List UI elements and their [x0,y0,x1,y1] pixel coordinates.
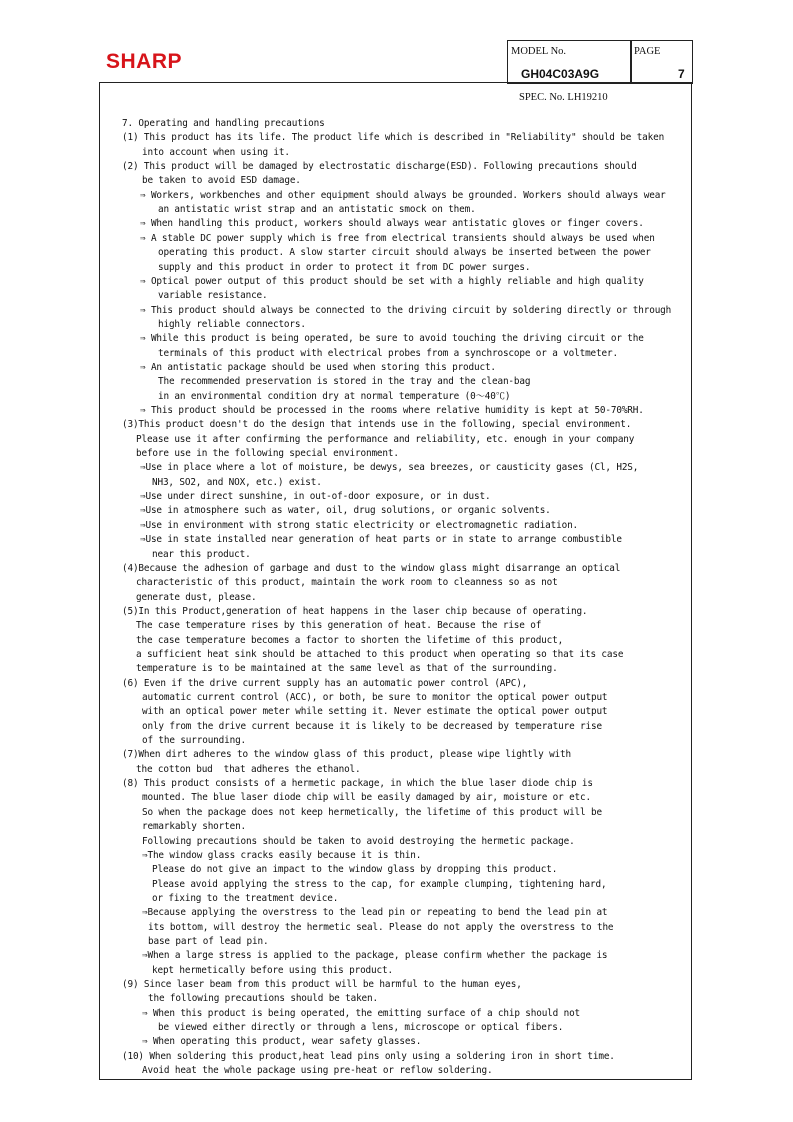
text-line: kept hermetically before using this product. [152,964,393,976]
page-label: PAGE [634,46,661,57]
text-line: (10) When soldering this product,heat lead pins only using a soldering iron in short time. [122,1050,615,1062]
model-label: MODEL No. [511,46,567,57]
text-line: ⇒Use in place where a lot of moisture, be dewys, sea breezes, or causticity gases (Cl, H2S, [140,462,639,474]
text-line: ⇒ When operating this product, wear safety glasses. [142,1036,422,1048]
text-line: be viewed either directly or through a lens, microscope or optical fibers. [158,1022,564,1034]
text-line: Please do not give an impact to the window glass by dropping this product. [152,864,558,876]
text-line: operating this product. A slow starter circuit should always be inserted between the power [158,247,651,259]
text-line: be taken to avoid ESD damage. [142,175,301,187]
text-line: The case temperature rises by this generation of heat. Because the rise of [136,620,542,632]
text-line: ⇒ When handling this product, workers should always wear antistatic gloves or finger covers. [140,218,644,230]
text-line: in an environmental condition dry at normal temperature (0～40℃) [158,390,511,402]
text-line: ⇒ A stable DC power supply which is free from electrical transients should always be used when [140,232,655,244]
text-line: ⇒ When this product is being operated, the emitting surface of a chip should not [142,1007,581,1019]
text-line: (7)When dirt adheres to the window glass of this product, please wipe lightly with [122,749,571,761]
text-line: (1) This product has its life. The product life which is described in "Reliability" should be taken [122,132,665,144]
text-line: ⇒Use in state installed near generation of heat parts or in state to arrange combustible [140,534,622,546]
text-line: ⇒Use in environment with strong static electricity or electromagnetic radiation. [140,519,579,531]
text-line: mounted. The blue laser diode chip will be easily damaged by air, moisture or etc. [142,792,591,804]
text-line: ⇒ An antistatic package should be used when storing this product. [140,361,496,373]
text-line: ⇒ This product should always be connected to the driving circuit by soldering directly or through [140,304,672,316]
text-line: (9) Since laser beam from this product will be harmful to the human eyes, [122,979,522,990]
text-line: (8) This product consists of a hermetic package, in which the blue laser diode chip is [122,778,593,790]
text-line: characteristic of this product, maintain the work room to cleanness so as not [136,577,558,589]
text-line: terminals of this product with electrical probes from a synchroscope or a voltmeter. [158,347,618,359]
text-line: variable resistance. [158,290,268,302]
text-line: (5)In this Product,generation of heat happens in the laser chip because of operating. [122,605,588,617]
text-line: or fixing to the treatment device. [152,892,339,904]
text-line: ⇒ Workers, workbenches and other equipment should always be grounded. Workers should always wear [140,189,666,201]
text-line: So when the package does not keep hermetically, the lifetime of this product will be [142,806,602,818]
sharp-logo: SHARP [106,50,183,73]
text-line: ⇒When a large stress is applied to the package, please confirm whether the package is [142,950,608,962]
text-line: automatic current control (ACC), or both, be sure to monitor the optical power output [142,692,608,703]
page-value: 7 [678,67,685,81]
text-line: of the surrounding. [142,735,247,747]
text-line: the following precautions should be taken. [148,993,378,1005]
text-line: Please use it after confirming the performance and reliability, etc. enough in your company [136,433,635,445]
text-line: The recommended preservation is stored in the tray and the clean-bag [158,376,531,388]
text-line: ⇒ Optical power output of this product should be set with a highly reliable and high quality [140,275,644,287]
text-line: (6) Even if the drive current supply has an automatic power control (APC), [122,677,528,689]
text-line: its bottom, will destroy the hermetic seal. Please do not apply the overstress to the [148,921,614,933]
text-line: ⇒Use under direct sunshine, in out-of-door exposure, or in dust. [140,491,491,503]
text-line: supply and this product in order to protect it from DC power surges. [158,261,531,273]
text-line: into account when using it. [142,146,290,158]
text-line: Avoid heat the whole package using pre-heat or reflow soldering. [142,1065,493,1077]
text-line: only from the drive current because it is likely to be decreased by temperature rise [142,720,602,732]
text-line: remarkably shorten. [142,821,247,833]
text-line: generate dust, please. [136,591,257,603]
model-value: GH04C03A9G [521,67,600,81]
text-line: ⇒Use in atmosphere such as water, oil, drug solutions, or organic solvents. [140,505,551,517]
text-line: 7. Operating and handling precautions [122,118,325,129]
text-line: with an optical power meter while setting it. Never estimate the optical power output [142,706,608,718]
text-line: highly reliable connectors. [158,318,306,330]
text-line: the cotton bud that adheres the ethanol. [136,763,361,775]
spec-number: SPEC. No. LH19210 [519,92,608,103]
text-line: (4)Because the adhesion of garbage and dust to the window glass might disarrange an optical [122,562,621,574]
text-line: ⇒ This product should be processed in the rooms where relative humidity is kept at 50-70%RH. [140,405,644,416]
text-line: Please avoid applying the stress to the cap, for example clumping, tightening hard, [152,878,607,890]
text-line: NH3, SO2, and NOX, etc.) exist. [152,476,322,488]
text-line: a sufficient heat sink should be attached to this product when operating so that its case [136,648,624,660]
text-line: temperature is to be maintained at the same level as that of the surrounding. [136,663,558,675]
text-line: ⇒The window glass cracks easily because it is thin. [142,849,422,861]
text-line: ⇒Because applying the overstress to the lead pin or repeating to bend the lead pin at [142,907,608,919]
text-line: (3)This product doesn't do the design that intends use in the following, special environment. [122,419,632,431]
text-line: the case temperature becomes a factor to shorten the lifetime of this product, [136,634,564,646]
text-line: near this product. [152,548,251,560]
text-line: Following precautions should be taken to avoid destroying the hermetic package. [142,835,575,847]
text-line: an antistatic wrist strap and an antistatic smock on them. [158,204,476,216]
text-line: before use in the following special environment. [136,448,399,460]
text-line: base part of lead pin. [148,935,269,947]
text-line: ⇒ While this product is being operated, be sure to avoid touching the driving circuit or the [140,333,644,345]
text-line: (2) This product will be damaged by electrostatic discharge(ESD). Following precautions should [122,161,637,173]
